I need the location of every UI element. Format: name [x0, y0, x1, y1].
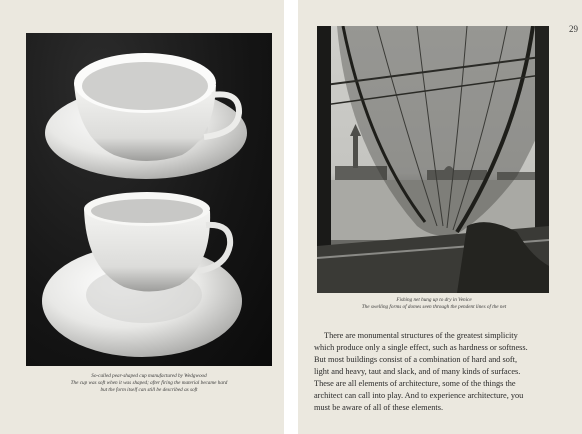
body-line: light and heavy, taut and slack, and of many kinds of surfaces. — [314, 367, 521, 376]
page-number: 29 — [569, 24, 578, 34]
body-paragraph — [314, 330, 576, 414]
right-page — [298, 0, 582, 434]
body-line: which produce only a single effect, such as hardness or softness. — [314, 343, 528, 352]
caption-line: The cup was soft when it was shaped; after firing the material became hard — [70, 380, 228, 387]
caption-line: The swelling forms of domes seen through the pendent lines of the net — [361, 304, 507, 311]
caption-line: but the form itself can still be described as soft — [100, 387, 198, 394]
left-page — [0, 0, 284, 434]
caption-line: Fishing net hung up to dry in Venice — [396, 297, 472, 303]
body-line: These are all elements of architecture, some of the things the — [314, 379, 516, 388]
page-gutter — [284, 0, 298, 434]
left-caption — [20, 373, 278, 395]
body-line: must be aware of all of these elements. — [314, 403, 444, 412]
body-line: But most buildings consist of a combination of hard and soft, — [314, 355, 518, 364]
body-line: There are monumental structures of the greatest simplicity — [324, 331, 518, 340]
caption-line: So-called pear-shaped cup manufactured by Wedgwood — [91, 373, 207, 379]
teacups-photo — [26, 33, 272, 366]
fishing-net-photo — [317, 26, 549, 293]
body-line: architect can call into play. And to experience architecture, you — [314, 391, 524, 400]
right-caption — [304, 297, 564, 311]
